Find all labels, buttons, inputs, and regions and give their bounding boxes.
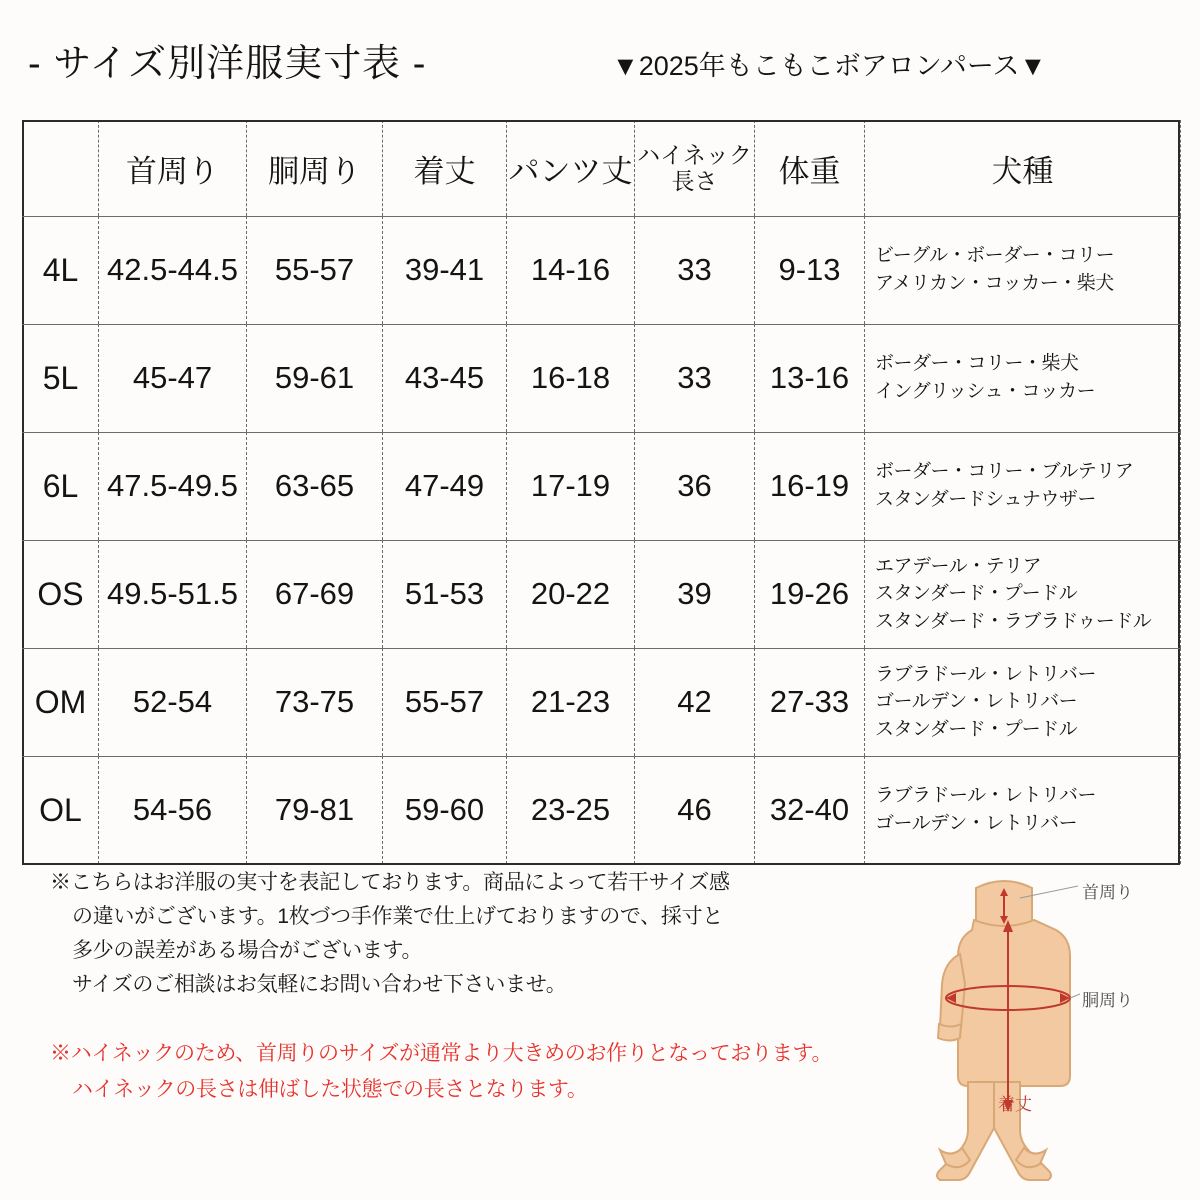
breed-line: スタンダード・ラブラドゥードル: [875, 610, 1152, 632]
note-line: サイズのご相談はお気軽にお問い合わせ下さいませ。: [72, 973, 567, 997]
product-subtitle: ▼2025年もこもこボアロンパース▼: [612, 51, 1047, 81]
cell-chest: 59-61: [247, 324, 383, 432]
col-head-chest: 胴周り: [247, 120, 383, 216]
table-frame-left: [22, 120, 24, 864]
header: [0, 30, 1200, 92]
warning-line: ※ハイネックのため、首周りのサイズが通常より大きめのお作りとなっております。: [50, 1042, 833, 1065]
cell-pants: 23-25: [507, 756, 635, 864]
cell-weight: 27-33: [755, 648, 865, 756]
col-head-weight: 体重: [755, 120, 865, 216]
cell-breed: [865, 432, 1181, 540]
breed-line: エアデール・テリア: [875, 555, 1042, 577]
cell-chest: 63-65: [247, 432, 383, 540]
table-header-row: [23, 120, 1181, 216]
label-chest: 胴周り: [1082, 991, 1133, 1010]
warning-line: ハイネックの長さは伸ばした状態での長さとなります。: [72, 1077, 588, 1101]
cell-chest: 73-75: [247, 648, 383, 756]
table-row: [23, 432, 1181, 540]
cell-weight: 9-13: [755, 216, 865, 324]
cell-highneck: 33: [635, 216, 755, 324]
cell-neck: 52-54: [99, 648, 247, 756]
cell-highneck: 42: [635, 648, 755, 756]
table-rule-1: [22, 324, 1180, 325]
table-rule-2: [22, 432, 1180, 433]
cell-pants: 16-18: [507, 324, 635, 432]
cell-pants: 17-19: [507, 432, 635, 540]
cell-neck: 49.5-51.5: [99, 540, 247, 648]
cell-size: OS: [23, 540, 99, 648]
cell-highneck: 36: [635, 432, 755, 540]
cell-size: OM: [23, 648, 99, 756]
col-head-highneck-line2: 長さ: [671, 168, 718, 194]
breed-line: ボーダー・コリー・ブルテリア: [875, 461, 1134, 483]
table-row: [23, 216, 1181, 324]
breed-line: スタンダードシュナウザー: [875, 489, 1096, 510]
cell-weight: 16-19: [755, 432, 865, 540]
table-row: [23, 756, 1181, 864]
table-row: [23, 324, 1181, 432]
cell-size: 4L: [23, 216, 99, 324]
breed-line: アメリカン・コッカー・柴犬: [875, 273, 1114, 294]
col-head-size: [23, 120, 99, 216]
cell-neck: 42.5-44.5: [99, 216, 247, 324]
cell-highneck: 46: [635, 756, 755, 864]
cell-breed: [865, 756, 1181, 864]
cell-highneck: 39: [635, 540, 755, 648]
col-head-pants: パンツ丈: [507, 120, 635, 216]
size-table-wrapper: [22, 120, 1180, 864]
breed-line: スタンダード・プードル: [875, 583, 1078, 605]
cell-length: 47-49: [383, 432, 507, 540]
note-line: ※こちらはお洋服の実寸を表記しております。商品によって若干サイズ感: [50, 871, 730, 894]
cell-breed: [865, 540, 1181, 648]
note-line: 多少の誤差がある場合がございます。: [72, 939, 423, 963]
cell-chest: 67-69: [247, 540, 383, 648]
col-head-highneck-line1: ハイネック: [637, 141, 752, 168]
cell-pants: 14-16: [507, 216, 635, 324]
cell-length: 51-53: [383, 540, 507, 648]
breed-line: ゴールデン・レトリバー: [875, 691, 1078, 713]
breed-line: ラブラドール・レトリバー: [875, 663, 1097, 685]
cell-pants: 20-22: [507, 540, 635, 648]
note-line: の違いがございます。1枚づつ手作業で仕上げておりますので、採寸と: [72, 905, 723, 929]
page-title: - サイズ別洋服実寸表 -: [28, 43, 427, 85]
breed-line: ラブラドール・レトリバー: [875, 785, 1097, 807]
cell-weight: 13-16: [755, 324, 865, 432]
breed-line: イングリッシュ・コッカー: [875, 381, 1096, 402]
cell-neck: 47.5-49.5: [99, 432, 247, 540]
label-length: 着丈: [998, 1095, 1032, 1114]
notes-block: [50, 866, 850, 1002]
cell-length: 55-57: [383, 648, 507, 756]
cell-chest: 55-57: [247, 216, 383, 324]
table-frame-top: [22, 120, 1180, 122]
breed-line: ゴールデン・レトリバー: [875, 813, 1078, 834]
garment-illustration: [890, 858, 1190, 1188]
breed-line: ボーダー・コリー・柴犬: [875, 353, 1079, 375]
table-rule-head: [22, 216, 1180, 217]
cell-highneck: 33: [635, 324, 755, 432]
cell-chest: 79-81: [247, 756, 383, 864]
cell-size: 6L: [23, 432, 99, 540]
cell-weight: 32-40: [755, 756, 865, 864]
table-row: [23, 540, 1181, 648]
breed-line: ビーグル・ボーダー・コリー: [875, 245, 1115, 267]
table-rule-5: [22, 756, 1180, 757]
col-head-breed: 犬種: [865, 120, 1181, 216]
table-rule-3: [22, 540, 1180, 541]
cell-breed: [865, 216, 1181, 324]
label-neck: 首周り: [1082, 883, 1133, 902]
cell-neck: 54-56: [99, 756, 247, 864]
col-head-neck: 首周り: [99, 120, 247, 216]
col-head-highneck: [635, 120, 755, 216]
notes-warning-block: [50, 1036, 930, 1107]
cell-length: 59-60: [383, 756, 507, 864]
col-head-length: 着丈: [383, 120, 507, 216]
table-row: [23, 648, 1181, 756]
garment-svg: [890, 858, 1190, 1188]
size-table: [22, 120, 1181, 864]
table-frame-right: [1178, 120, 1180, 864]
cell-neck: 45-47: [99, 324, 247, 432]
cell-length: 39-41: [383, 216, 507, 324]
cell-breed: [865, 648, 1181, 756]
cell-pants: 21-23: [507, 648, 635, 756]
cell-breed: [865, 324, 1181, 432]
table-rule-4: [22, 648, 1180, 649]
cell-size: OL: [23, 756, 99, 864]
breed-line: スタンダード・プードル: [875, 718, 1078, 740]
cell-weight: 19-26: [755, 540, 865, 648]
cell-size: 5L: [23, 324, 99, 432]
cell-length: 43-45: [383, 324, 507, 432]
